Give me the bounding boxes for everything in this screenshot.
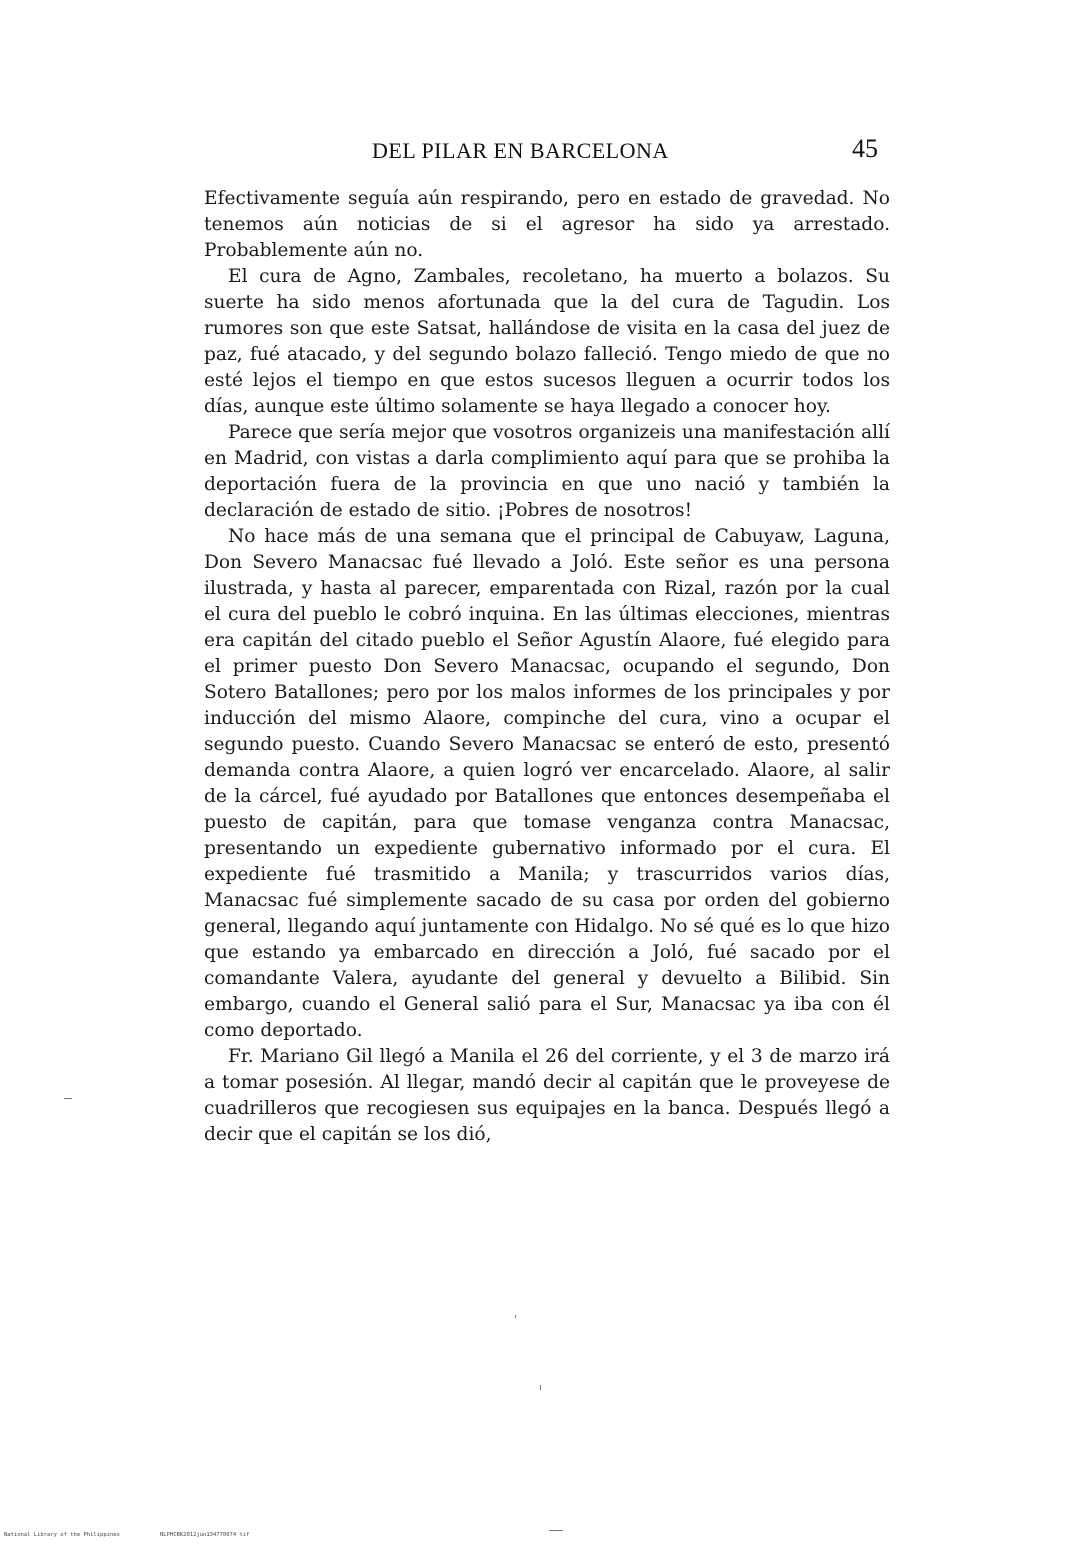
page-number: 45 [852, 134, 878, 163]
paragraph-cura-de-agno: El cura de Agno, Zambales, recoletano, ha muerto a bolazos. Su suerte ha sido menos afortunada que la del cura de Tagudin. Los rumores son que este Satsat, hallándose de visita en la casa del juez de paz, fué atacado, y del segundo bolazo falleció. Tengo miedo de que no esté lejos el tiempo en que estos sucesos lleguen a ocurrir todos los días, aunque este último solamente se haya llegado a conocer hoy. [204, 266, 890, 417]
scan-speck [540, 1385, 541, 1390]
paragraph-manacsac: No hace más de una semana que el principal de Cabuyaw, Laguna, Don Severo Manacsac fué llevado a Joló. Este señor es una persona ilustrada, y hasta al parecer, emparentada con Rizal, razón por la cual el cura del pueblo le cobró inquina. En las últimas elecciones, mientras era capitán del citado pueblo el Señor Agustín Alaore, fué elegido para el primer puesto Don Severo Manacsac, ocupando el segundo, Don Sotero Batallones; pero por los malos informes de los principales y por inducción del mismo Alaore, compinche del cura, vino a ocupar el segundo puesto. Cuando Severo Manacsac se enteró de esto, presentó demanda contra Alaore, a quien logró ver encarcelado. Alaore, al salir de la cárcel, fué ayudado por Batallones que entonces desempeñaba el puesto de capitán, para que tomase venganza contra Manacsac, presentando un expediente gubernativo informado por el cura. El expediente fué trasmitido a Manila; y trascurridos varios días, Manacsac fué simplemente sacado de su casa por orden del gobierno general, llegando aquí juntamente con Hidalgo. No sé qué es lo que hizo que estando ya embarcado en dirección a Joló, fué sacado por el comandante Valera, ayudante del general y devuelto a Bilibid. Sin embargo, cuando el General salió para el Sur, Manacsac ya iba con él como deportado. [204, 526, 890, 1041]
scan-credit: National Library of the Philippines [4, 1532, 120, 1538]
running-header: DEL PILAR EN BARCELONA [372, 138, 669, 163]
scan-filename: NLPHCBK2012jun134770074 tif [160, 1532, 250, 1538]
scan-speck [515, 1315, 516, 1318]
paragraph-mariano-gil: Fr. Mariano Gil llegó a Manila el 26 del corriente, y el 3 de marzo irá a tomar posesión. Al llegar, mandó decir al capitán que le proveyese de cuadrilleros que recogiesen sus equipajes en la banca. Después llegó a decir que el capitán se los dió, [204, 1046, 890, 1145]
paragraph-manifestacion: Parece que sería mejor que vosotros organizeis una manifestación allí en Madrid, con vistas a darla complimiento aquí para que se prohiba la deportación fuera de la provincia en que uno nació y también la declaración de estado de sitio. ¡Pobres de nosotros! [204, 422, 890, 521]
paragraph-continuation: Efectivamente seguía aún respirando, pero en estado de gravedad. No tenemos aún noticias de si el agresor ha sido ya arrestado. Probablemente aún no. [204, 188, 890, 261]
scan-speck [549, 1530, 563, 1531]
body-text [204, 186, 890, 1148]
scan-speck [64, 1098, 72, 1099]
